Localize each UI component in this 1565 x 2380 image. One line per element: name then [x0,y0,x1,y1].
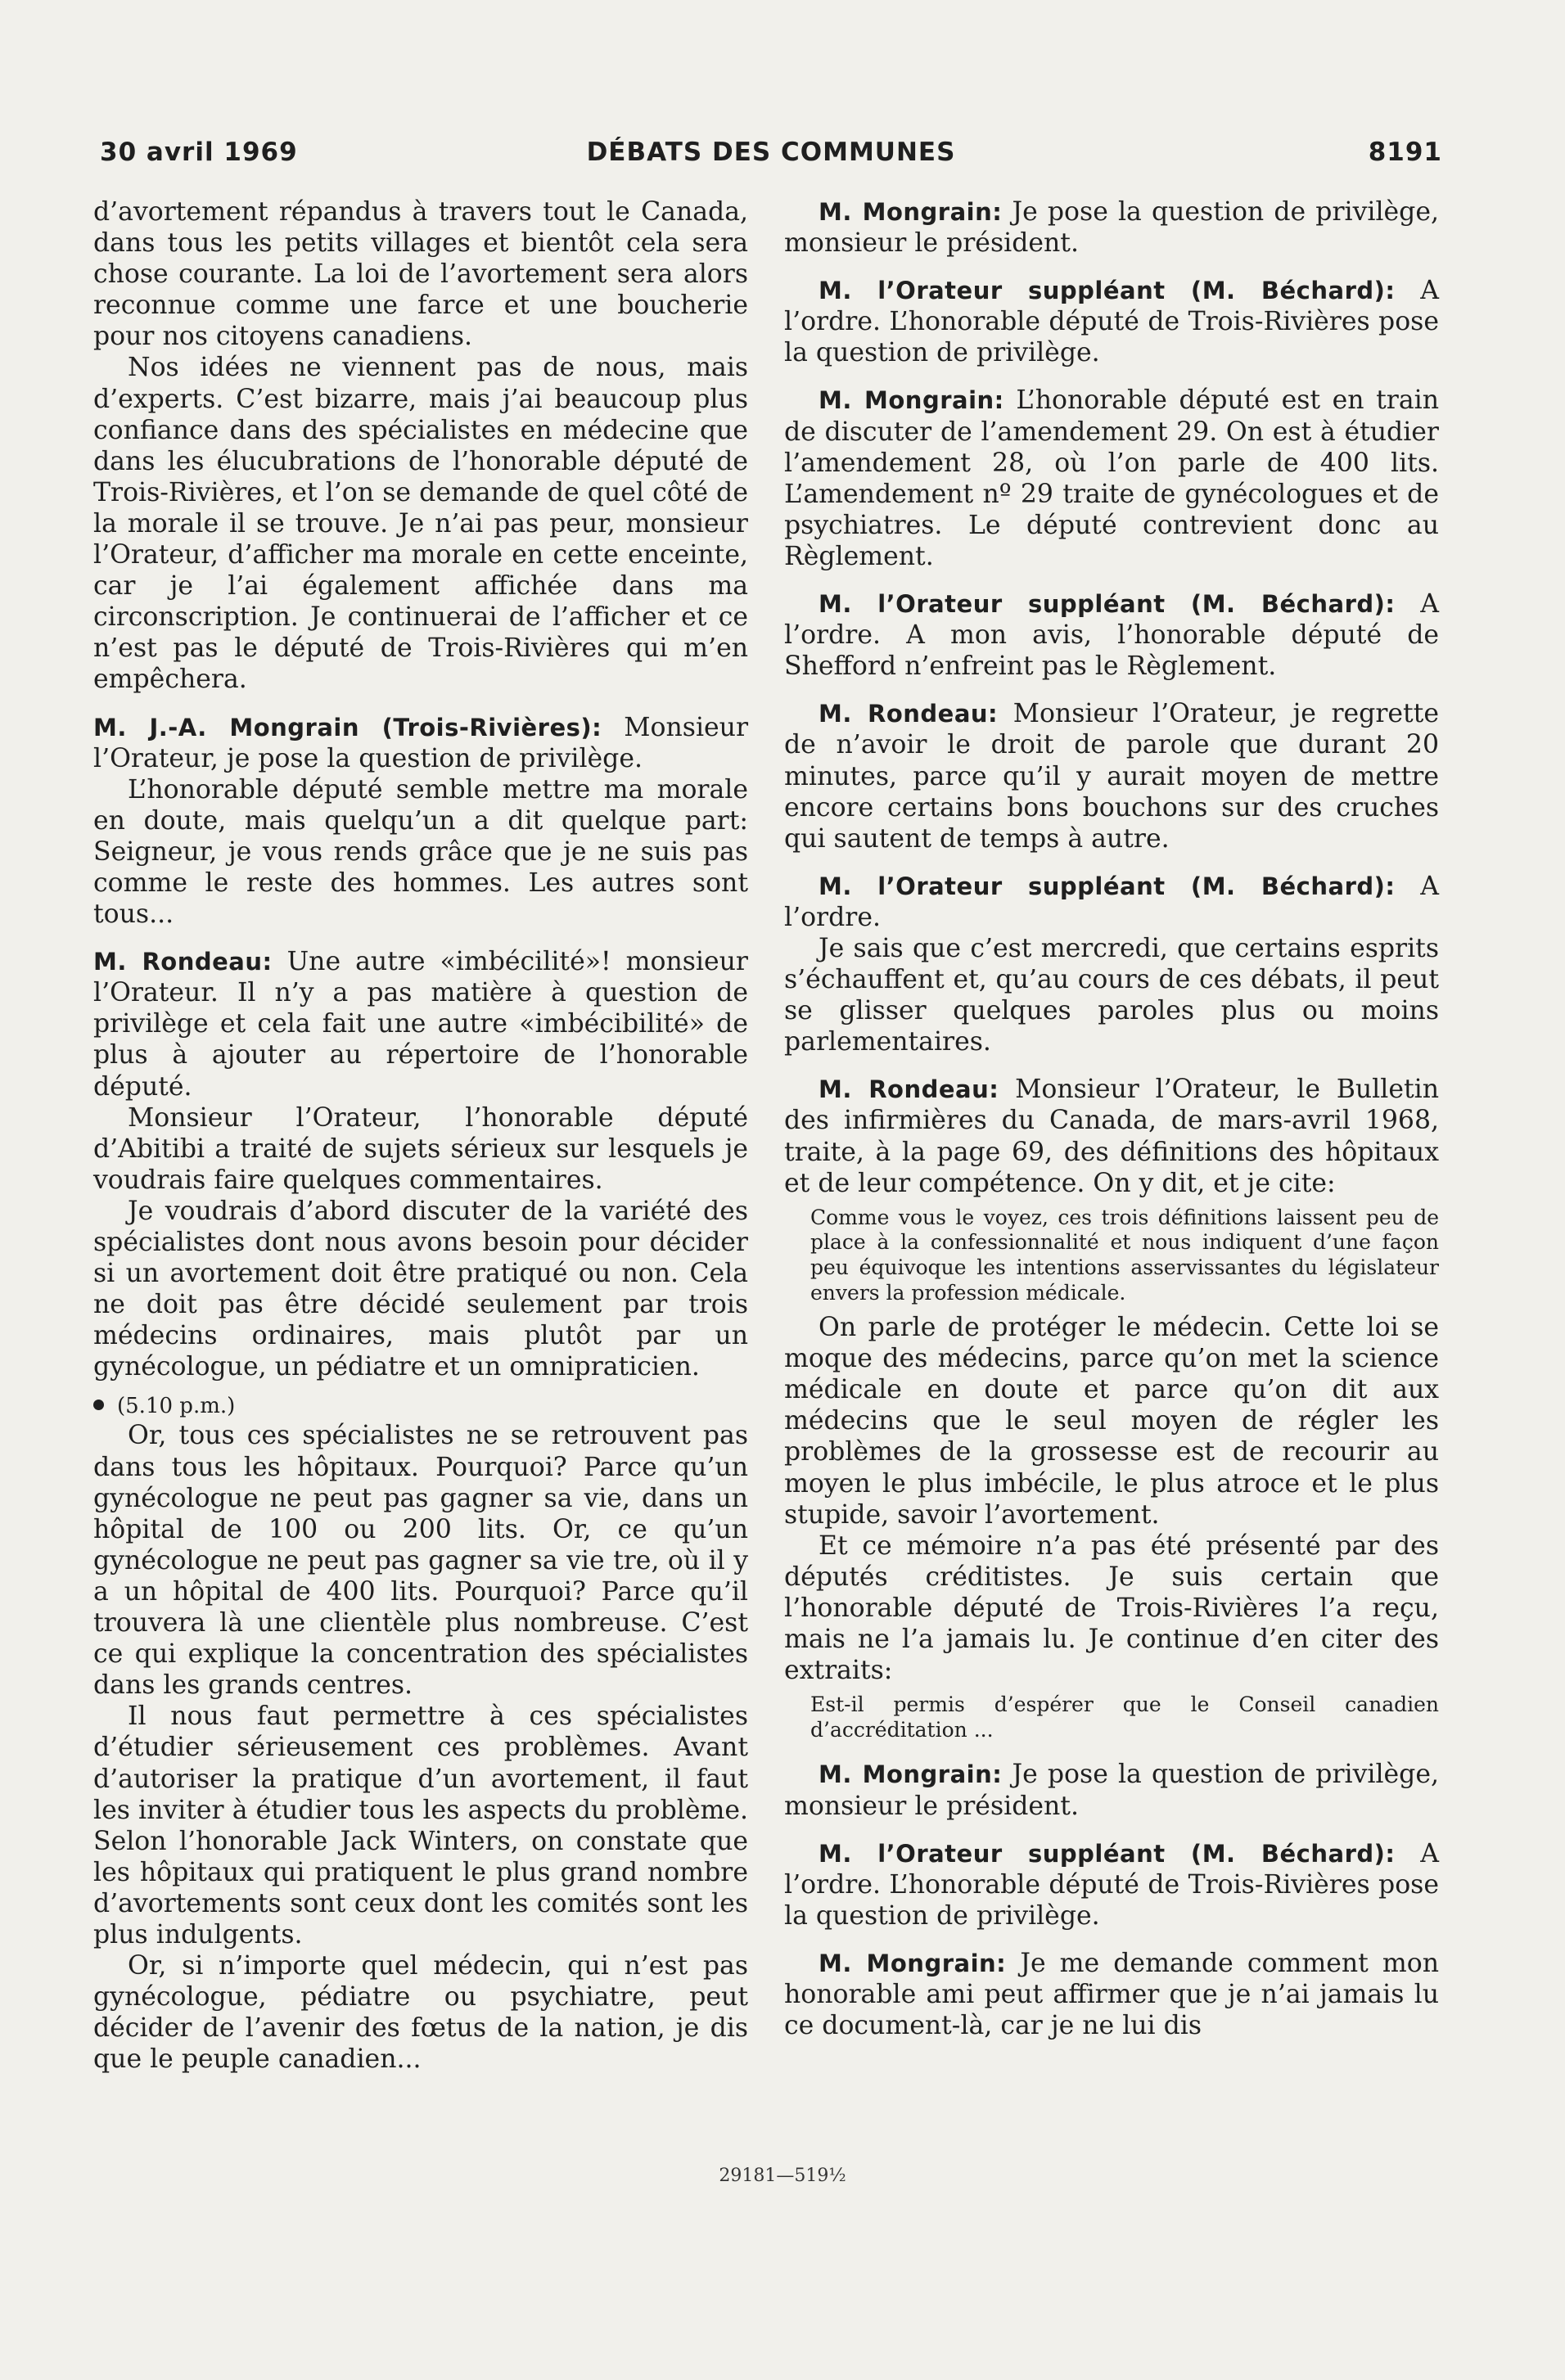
speech-text: Je pose la question de privilège, monsieur le président. [784,1760,1439,1821]
paragraph: d’avortement répandus à travers tout le Canada, dans tous les petits villages et bientôt cela sera chose courante. La loi de l’avortement sera alors reconnue comme une farce et une boucherie pour nos citoyens canadiens. [93,197,748,352]
bullet-icon [93,1400,104,1410]
speaker-name: M. Mongrain: [819,386,1004,415]
speech-text: A l’ordre. L’honorable député de Trois-Rivières pose la question de privilège. [784,276,1439,368]
speaker-name: M. Rondeau: [93,948,273,976]
paragraph: Je voudrais d’abord discuter de la variété des spécialistes dont nous avons besoin pour décider si un avortement doit être pratiqué ou non. Cela ne doit pas être décidé seulement par trois médecins ordinaires, mais plutôt par un gynécologue, un pédiatre et un omnipraticien. [93,1196,748,1382]
speaker-name: M. Mongrain: [819,1949,1007,1977]
speaker-name: M. Mongrain: [819,198,1003,226]
speaker-name: M. l’Orateur suppléant (M. Béchard): [819,590,1396,619]
paragraph: Or, tous ces spécialistes ne se retrouvent pas dans tous les hôpitaux. Pourquoi? Parce qu’un gynécologue ne peut pas gagner sa vie, dans un hôpital de 100 ou 200 lits. Or, ce qu’un gynécologue ne peut pas gagner sa vie tre, où il y a un hôpital de 400 lits. Pourquoi? Parce qu’il trouvera là une clientèle plus nombreuse. C’est ce qui explique la concentration des spécialistes dans les grands centres. [93,1421,748,1701]
speech-orateur [784,275,1439,368]
speech-rondeau [784,698,1439,854]
speech-rondeau [784,1074,1439,1198]
left-column [93,196,748,2075]
speaker-name: M. J.-A. Mongrain (Trois-Rivières): [93,713,602,741]
paragraph: L’honorable député semble mettre ma morale en doute, mais quelqu’un a dit quelque part: Seigneur, je vous rends grâce que je ne suis pas comme le reste des hommes. Les autres sont tous... [93,774,748,930]
speech-text: Je me demande comment mon honorable ami peut affirmer que je n’ai jamais lu ce document-là, car je ne lui dis [784,1948,1440,2041]
page-footer-code: 29181—519½ [719,2166,846,2186]
speech-text: Je pose la question de privilège, monsieur le président. [784,197,1439,259]
speech-text: A l’ordre. A mon avis, l’honorable député de Shefford n’enfreint pas le Règlement. [784,589,1439,682]
paragraph: Et ce mémoire n’a pas été présenté par des députés créditistes. Je suis certain que l’honorable député de Trois-Rivières l’a reçu, mais ne l’a jamais lu. Je continue d’en citer des extraits: [784,1530,1439,1686]
page-header [100,137,1442,174]
speech-mongrain [93,712,748,774]
paragraph: Nos idées ne viennent pas de nous, mais d’experts. C’est bizarre, mais j’ai beaucoup plus confiance dans des spécialistes en médecine que dans les élucubrations de l’honorable député de Trois-Rivières, et l’on se demande de quel côté de la morale il se trouve. Je n’ai pas peur, monsieur l’Orateur, d’afficher ma morale en cette enceinte, car je l’ai également affichée dans ma circonscription. Je continuerai de l’afficher et ce n’est pas le député de Trois-Rivières qui m’en empêchera. [93,353,748,695]
header-title: DÉBATS DES COMMUNES [586,137,956,167]
speech-mongrain [784,1948,1439,2041]
speech-text: Une autre «imbécilité»! monsieur l’Orateur. Il n’y a pas matière à question de privilège et cela fait une autre «imbécibilité» de plus à ajouter au répertoire de l’honorable député. [93,947,748,1102]
speech-orateur [784,871,1439,933]
paragraph: Or, si n’importe quel médecin, qui n’est pas gynécologue, pédiatre ou psychiatre, peut décider de l’avenir des fœtus de la nation, je dis que le peuple canadien... [93,1951,748,2075]
header-page-number: 8191 [1368,137,1442,167]
paragraph: Il nous faut permettre à ces spécialistes d’étudier sérieusement ces problèmes. Avant d’autoriser la pratique d’un avortement, il faut les inviter à étudier tous les aspects du problème. Selon l’honorable Jack Winters, on constate que les hôpitaux qui pratiquent le plus grand nombre d’avortements sont ceux dont les comités sont les plus indulgents. [93,1702,748,1950]
time-stamp [93,1392,748,1420]
speech-mongrain [784,1759,1439,1821]
time-text: (5.10 p.m.) [117,1394,236,1419]
speech-text: L’honorable député est en train de discuter de l’amendement 29. On est à étudier l’amendement 28, où l’on parle de 400 lits. L’amendement nº 29 traite de gynécologues et de psychiatres. Le député contrevient donc au Règlement. [784,385,1439,571]
speaker-name: M. l’Orateur suppléant (M. Béchard): [819,872,1396,900]
paragraph: Monsieur l’Orateur, l’honorable député d’Abitibi a traité de sujets sérieux sur lesquels je voudrais faire quelques commentaires. [93,1102,748,1195]
right-column [784,196,1439,2041]
speech-text: Monsieur l’Orateur, le Bulletin des infirmières du Canada, de mars-avril 1968, traite, à la page 69, des définitions des hôpitaux et de leur compétence. On y dit, et je cite: [784,1075,1439,1198]
speech-text: Monsieur l’Orateur, je regrette de n’avoir le droit de parole que durant 20 minutes, parce qu’il y aurait moyen de mettre encore certains bons bouchons sur des cruches qui sautent de temps à autre. [784,699,1439,854]
paragraph: Je sais que c’est mercredi, que certains esprits s’échauffent et, qu’au cours de ces débats, il peut se glisser quelques paroles plus ou moins parlementaires. [784,933,1439,1057]
speaker-name: M. Rondeau: [819,1075,999,1104]
speech-rondeau [93,946,748,1102]
speech-orateur [784,1838,1439,1931]
speech-mongrain [784,385,1439,572]
speaker-name: M. Rondeau: [819,700,999,728]
speech-text: Monsieur l’Orateur, je pose la question de privilège. [93,712,749,773]
speaker-name: M. Mongrain: [819,1760,1003,1789]
speech-text: A l’ordre. L’honorable député de Trois-Rivières pose la question de privilège. [784,1838,1439,1931]
block-quote: Est-il permis d’espérer que le Conseil canadien d’accréditation ... [810,1693,1439,1742]
speaker-name: M. l’Orateur suppléant (M. Béchard): [819,277,1396,305]
header-date: 30 avril 1969 [100,137,298,167]
speech-text: A l’ordre. [784,871,1439,932]
paragraph: On parle de protéger le médecin. Cette loi se moque des médecins, parce qu’on met la science médicale en doute et parce qu’on dit aux médecins que le seul moyen de régler les problèmes de la grossesse est de recourir au moyen le plus imbécile, le plus atroce et le plus stupide, savoir l’avortement. [784,1313,1439,1530]
speaker-name: M. l’Orateur suppléant (M. Béchard): [819,1839,1396,1868]
speech-mongrain [784,196,1439,259]
speech-orateur [784,588,1439,682]
block-quote: Comme vous le voyez, ces trois définitions laissent peu de place à la confessionnalité et nous indiquent d’une façon peu équivoque les intentions asservissantes du législateur envers la profession médicale. [810,1205,1439,1305]
